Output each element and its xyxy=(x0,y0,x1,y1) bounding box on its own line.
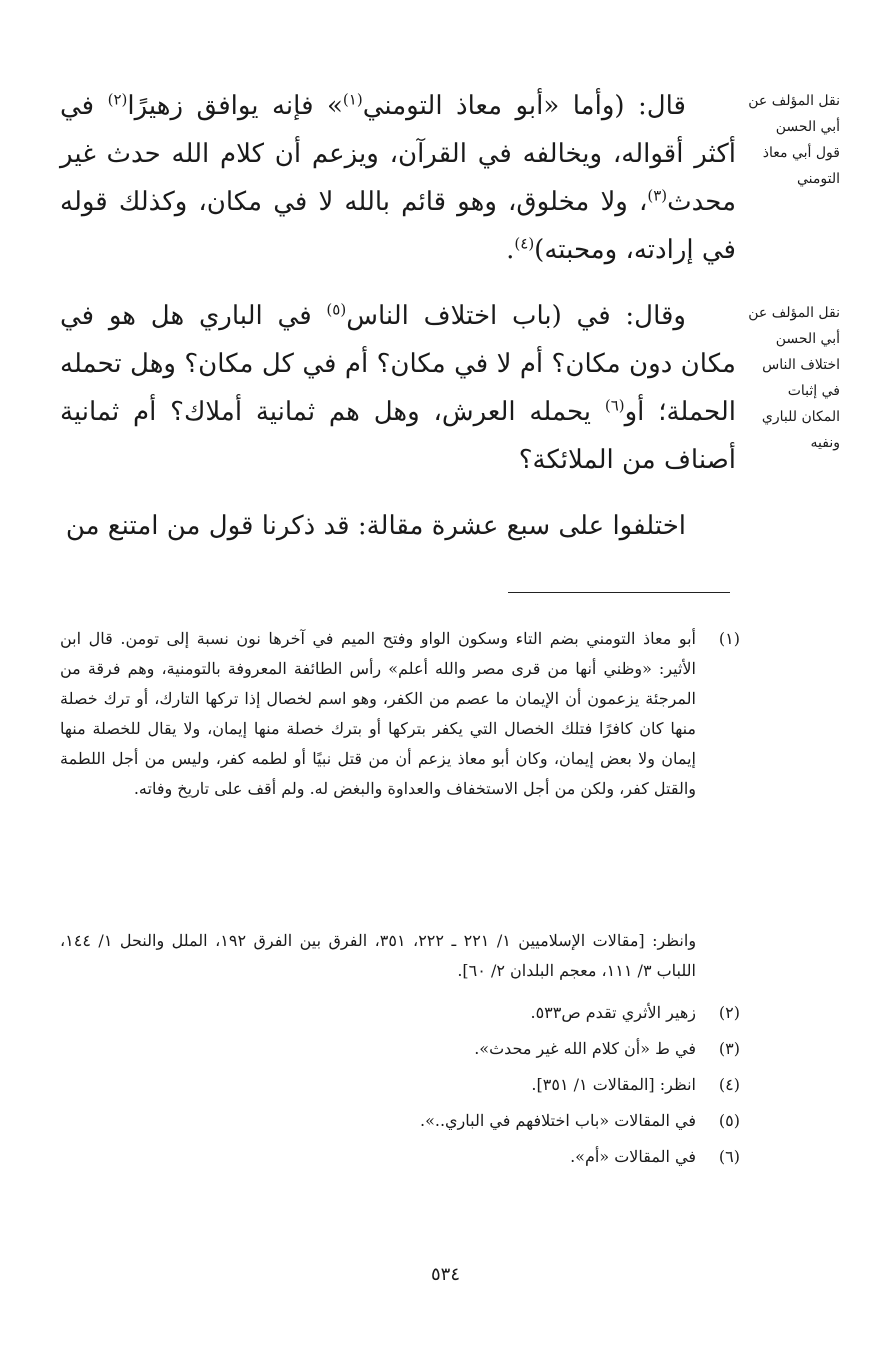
footnote-2 xyxy=(60,998,740,1028)
paragraph-1-part-c: في أكثر أقواله، ويخالفه في القرآن، ويزعم أن كلام الله حدث غير محدث xyxy=(60,91,736,217)
footnote-number: (٥) xyxy=(718,1111,740,1130)
footnote-ref-3: (٣) xyxy=(647,186,668,205)
footnote-ref-4: (٤) xyxy=(514,234,535,253)
margin-note-1: نقل المؤلف عن أبي الحسن قول أبي معاذ التومني xyxy=(748,93,840,187)
page-number: ٥٣٤ xyxy=(430,1264,460,1285)
main-paragraph-1 xyxy=(60,82,736,274)
footnote-number: (٢) xyxy=(718,1003,740,1022)
footnote-1 xyxy=(60,624,740,804)
footnote-ref-5: (٥) xyxy=(326,300,347,319)
footnote-number: (٣) xyxy=(718,1039,740,1058)
paragraph-2-part-b: في الباري هل هو في مكان دون مكان؟ أم لا في مكان؟ أم في كل مكان؟ وهل تحمله الحملة؛ أو xyxy=(60,301,736,427)
footnote-4 xyxy=(60,1070,740,1100)
footnote-ref-1: (١) xyxy=(342,90,363,109)
footnote-5 xyxy=(60,1106,740,1136)
footnote-number xyxy=(696,926,740,986)
footnote-text: في ط «أن كلام الله غير محدث». xyxy=(474,1039,696,1058)
margin-note-2: نقل المؤلف عن أبي الحسن اختلاف الناس في إثبات المكان للباري ونفيه xyxy=(748,305,840,451)
footnote-3 xyxy=(60,1034,740,1064)
paragraph-2-part-a: وقال: في (باب اختلاف الناس xyxy=(346,301,686,331)
footnote-text: زهير الأثري تقدم ص٥٣٣. xyxy=(530,1003,696,1022)
footnote-text: وانظر: [مقالات الإسلاميين ١/ ٢٢١ ـ ٢٢٢، ٣٥١، الفرق بين الفرق ١٩٢، الملل والنحل ١/ ١٤٤، اللباب ٣/ ١١١، معجم البلدان ٢/ ٦٠]. xyxy=(60,931,697,980)
footnote-number: (٤) xyxy=(718,1075,740,1094)
paragraph-2-part-c: يحمله العرش، وهل هم ثمانية أملاك؟ أم ثمانية أصناف من الملائكة؟ xyxy=(60,397,736,475)
footnote-ref-6: (٦) xyxy=(604,396,625,415)
footnote-text: في المقالات «باب اختلافهم في الباري..». xyxy=(419,1111,696,1130)
footnote-ref-2: (٢) xyxy=(107,90,128,109)
footnote-text: انظر: [المقالات ١/ ٣٥١]. xyxy=(531,1075,696,1094)
footnote-6 xyxy=(60,1142,740,1172)
paragraph-1-part-b: » فإنه يوافق زهيرًا xyxy=(127,91,343,121)
paragraph-1-part-e: . xyxy=(506,235,515,265)
footnote-separator xyxy=(508,592,730,593)
footnote-text: أبو معاذ التومني بضم التاء وسكون الواو وفتح الميم في آخرها نون نسبة إلى تومن. قال ابن الأثير: «وظني أنها من قرى مصر والله أعلم» رأس الطائفة المعروفة بالتومنية، وهم فرقة من المرجئة يزعمون أن الإيمان ما عصم من الكفر، وهو اسم لخصال إذا تركها التارك، أو ترك خصلة منها كان كافرًا فتلك الخصال التي يكفر بتركها أو بترك خصلة منها إيمان، ولا يقال للخصلة منها إيمان ولا بعض إيمان، وكان أبو معاذ يزعم أن من قتل نبيًا أو لطمه كفر، وليس من أجل اللطمة والقتل كفر، ولكن من أجل الاستخفاف والعداوة والبغض له. ولم أقف على تاريخ وفاته. xyxy=(60,629,696,798)
footnote-number: (١) xyxy=(718,629,740,648)
main-paragraph-3: اختلفوا على سبع عشرة مقالة: قد ذكرنا قول من امتنع من xyxy=(65,511,686,541)
footnote-text: في المقالات «أم». xyxy=(570,1147,696,1166)
paragraph-1-part-d: ، ولا مخلوق، وهو قائم بالله لا في مكان، وكذلك قوله في إرادته، ومحبته) xyxy=(60,187,736,265)
footnote-number: (٦) xyxy=(718,1147,740,1166)
main-paragraph-2 xyxy=(60,292,736,484)
paragraph-1-part-a: قال: (وأما «أبو معاذ التومني xyxy=(362,91,686,121)
footnote-1-references xyxy=(60,926,740,986)
